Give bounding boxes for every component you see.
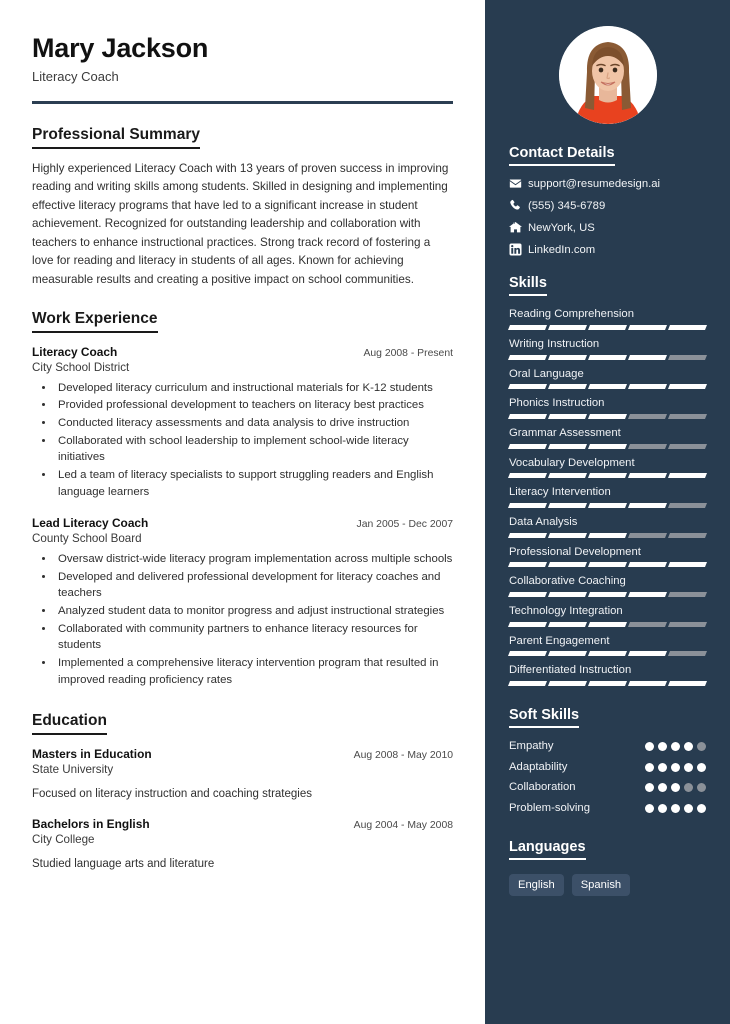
experience-bullet: • Collaborated with community partners to enhance literacy resources for students: [55, 621, 453, 654]
skill-segment: [548, 355, 587, 360]
summary-text: Highly experienced Literacy Coach with 13 years of proven success in improving reading and writing skills among students. Skilled in designing and implementing effective literacy programs that have led to a significant increase in student achievement. Recognized for outstanding leadership and collaboration with teachers to enhance instructional practices. Strong track record of fostering a love for reading and literacy in students of all ages. Known for achieving measurable results and creating a positive impact on school communities.: [32, 161, 449, 286]
avatar: [559, 26, 657, 124]
soft-skill-rating: [645, 763, 706, 772]
skill-level-bar: [509, 681, 706, 686]
skill-segment: [508, 384, 547, 389]
skill-item: [509, 307, 706, 330]
skill-item: [509, 545, 706, 568]
section-work-experience: [32, 310, 453, 688]
education-dates: Aug 2008 - May 2010: [353, 749, 453, 761]
experience-entry-header: [32, 515, 453, 531]
soft-skill-item: [509, 760, 706, 775]
soft-skill-rating: [645, 783, 706, 792]
skill-segment: [668, 681, 707, 686]
skill-segment: [508, 651, 547, 656]
skill-item: [509, 396, 706, 419]
soft-skill-label: Problem-solving: [509, 802, 590, 815]
skill-segment: [588, 384, 627, 389]
skill-label: Literacy Intervention: [509, 486, 611, 499]
education-degree: Bachelors in English: [32, 817, 150, 832]
skill-segment: [628, 355, 667, 360]
soft-skill-item: [509, 780, 706, 795]
skill-segment: [668, 444, 707, 449]
section-heading-skills: Skills: [509, 274, 547, 296]
skill-segment: [548, 592, 587, 597]
soft-skill-dot: [645, 783, 654, 792]
skill-segment: [548, 622, 587, 627]
skill-segment: [588, 444, 627, 449]
section-heading-education: Education: [32, 712, 107, 735]
skill-segment: [508, 355, 547, 360]
contact-row[interactable]: [509, 243, 706, 256]
skill-segment: [588, 473, 627, 478]
education-degree: Masters in Education: [32, 746, 152, 761]
soft-skill-dot: [684, 763, 693, 772]
skill-segment: [628, 325, 667, 330]
soft-skill-label: Empathy: [509, 740, 554, 753]
skill-level-bar: [509, 533, 706, 538]
skill-label: Writing Instruction: [509, 337, 600, 350]
experience-role: Literacy Coach: [32, 344, 118, 359]
skill-level-bar: [509, 592, 706, 597]
experience-bullet: • Collaborated with school leadership to implement school-wide literacy initiatives: [55, 433, 453, 466]
skill-label: Grammar Assessment: [509, 426, 621, 439]
skill-segment: [628, 562, 667, 567]
experience-bullet: • Implemented a comprehensive literacy intervention program that resulted in improved reading proficiency rates: [55, 655, 453, 688]
education-dates: Aug 2004 - May 2008: [353, 820, 453, 832]
soft-skill-label: Adaptability: [509, 760, 568, 773]
envelope-icon: [509, 177, 528, 190]
skill-segment: [548, 562, 587, 567]
soft-skill-dot: [697, 783, 706, 792]
skill-segment: [548, 473, 587, 478]
section-languages: [509, 838, 706, 897]
contact-value: LinkedIn.com: [528, 243, 596, 256]
skill-segment: [548, 681, 587, 686]
skill-segment: [668, 384, 707, 389]
education-entry: [32, 816, 453, 873]
soft-skill-dot: [658, 804, 667, 813]
skill-segment: [508, 562, 547, 567]
section-education: [32, 712, 453, 873]
skill-item: [509, 634, 706, 657]
skill-segment: [628, 533, 667, 538]
skill-label: Technology Integration: [509, 604, 623, 617]
skill-label: Reading Comprehension: [509, 308, 634, 321]
skill-label: Oral Language: [509, 367, 584, 380]
skill-segment: [548, 533, 587, 538]
skill-label: Collaborative Coaching: [509, 575, 626, 588]
skill-label: Vocabulary Development: [509, 456, 635, 469]
skill-segment: [628, 384, 667, 389]
experience-entry: [32, 344, 453, 500]
skill-level-bar: [509, 503, 706, 508]
skill-segment: [508, 444, 547, 449]
section-heading-contact: Contact Details: [509, 144, 615, 166]
skill-level-bar: [509, 384, 706, 389]
experience-list: [32, 344, 453, 688]
skill-segment: [588, 355, 627, 360]
contact-row[interactable]: [509, 199, 706, 212]
skill-segment: [588, 325, 627, 330]
candidate-name: Mary Jackson: [32, 33, 209, 63]
skill-label: Differentiated Instruction: [509, 664, 632, 677]
language-tag-list: [509, 874, 706, 897]
skill-level-bar: [509, 325, 706, 330]
skill-segment: [668, 414, 707, 419]
soft-skill-dot: [671, 804, 680, 813]
experience-role: Lead Literacy Coach: [32, 516, 149, 531]
skill-segment: [668, 592, 707, 597]
experience-organization: County School Board: [32, 532, 142, 546]
skill-segment: [628, 622, 667, 627]
soft-skill-rating: [645, 804, 706, 813]
skill-segment: [548, 503, 587, 508]
language-tag[interactable]: Spanish: [572, 874, 630, 897]
education-list: [32, 746, 453, 873]
skill-label: Professional Development: [509, 545, 641, 558]
skill-segment: [548, 325, 587, 330]
skill-segment: [548, 384, 587, 389]
sidebar-content: [485, 144, 730, 896]
experience-dates: Aug 2008 - Present: [363, 347, 453, 359]
education-entry-header: [32, 816, 453, 832]
soft-skill-dot: [684, 742, 693, 751]
section-heading-experience: Work Experience: [32, 310, 158, 333]
contact-row[interactable]: [509, 221, 706, 234]
skill-item: [509, 426, 706, 449]
skill-segment: [668, 533, 707, 538]
skill-segment: [548, 651, 587, 656]
section-heading-languages: Languages: [509, 838, 586, 860]
section-heading-soft-skills: Soft Skills: [509, 706, 579, 728]
soft-skill-dot: [671, 783, 680, 792]
section-spacer: [32, 703, 453, 712]
skill-item: [509, 515, 706, 538]
skill-segment: [628, 592, 667, 597]
skill-segment: [588, 533, 627, 538]
skill-segment: [548, 444, 587, 449]
soft-skill-item: [509, 739, 706, 754]
skill-segment: [508, 592, 547, 597]
skill-label: Data Analysis: [509, 515, 578, 528]
skill-level-bar: [509, 562, 706, 567]
education-description: Studied language arts and literature: [32, 858, 215, 871]
avatar-container: [485, 0, 730, 144]
soft-skill-dot: [671, 742, 680, 751]
experience-bullet: • Oversaw district-wide literacy program implementation across multiple schools: [55, 551, 453, 568]
skill-segment: [548, 414, 587, 419]
skill-item: [509, 337, 706, 360]
contact-value: support@resumedesign.ai: [528, 177, 661, 190]
skill-segment: [628, 681, 667, 686]
page-title: [32, 34, 453, 84]
skill-level-bar: [509, 355, 706, 360]
soft-skill-dot: [671, 763, 680, 772]
skill-segment: [588, 681, 627, 686]
education-school: State University: [32, 762, 114, 776]
skill-item: [509, 456, 706, 479]
experience-entry: [32, 515, 453, 688]
skill-item: [509, 604, 706, 627]
skill-segment: [668, 562, 707, 567]
skill-segment: [588, 503, 627, 508]
skill-segment: [668, 622, 707, 627]
education-school: City College: [32, 833, 95, 847]
skill-segment: [628, 414, 667, 419]
experience-organization: City School District: [32, 360, 130, 374]
section-professional-summary: [32, 126, 453, 289]
skill-level-bar: [509, 473, 706, 478]
skill-segment: [588, 651, 627, 656]
contact-value: (555) 345-6789: [528, 199, 606, 212]
experience-dates: Jan 2005 - Dec 2007: [356, 519, 453, 531]
soft-skill-dot: [658, 763, 667, 772]
soft-skill-dot: [697, 804, 706, 813]
skill-segment: [588, 622, 627, 627]
skill-segment: [628, 651, 667, 656]
skill-segment: [628, 444, 667, 449]
resume-sidebar: [485, 0, 730, 1024]
soft-skill-rating: [645, 742, 706, 751]
avatar-portrait-icon: [559, 26, 657, 124]
soft-skill-dot: [697, 763, 706, 772]
experience-bullet: • Analyzed student data to monitor progress and adjust instructional strategies: [55, 603, 453, 620]
skill-segment: [588, 414, 627, 419]
experience-bullet: • Developed and delivered professional development for literacy coaches and teachers: [55, 569, 453, 602]
section-skills: [509, 274, 706, 686]
soft-skill-dot: [645, 742, 654, 751]
section-heading-summary: Professional Summary: [32, 126, 200, 149]
skill-segment: [668, 651, 707, 656]
skill-segment: [508, 622, 547, 627]
education-description: Focused on literacy instruction and coaching strategies: [32, 787, 312, 800]
contact-row[interactable]: [509, 177, 706, 190]
skill-segment: [668, 355, 707, 360]
skill-item: [509, 663, 706, 686]
skill-label: Parent Engagement: [509, 634, 610, 647]
section-soft-skills: [509, 706, 706, 816]
skill-segment: [508, 503, 547, 508]
section-contact-details: [509, 144, 706, 256]
experience-bullet: • Developed literacy curriculum and instructional materials for K-12 students: [55, 380, 453, 397]
home-icon: [509, 221, 528, 234]
skill-item: [509, 485, 706, 508]
skills-list: [509, 307, 706, 686]
candidate-job-title: Literacy Coach: [32, 68, 119, 84]
skill-segment: [508, 681, 547, 686]
skill-segment: [628, 473, 667, 478]
skill-segment: [668, 325, 707, 330]
skill-segment: [508, 414, 547, 419]
skill-level-bar: [509, 444, 706, 449]
soft-skill-dot: [684, 783, 693, 792]
contact-value: NewYork, US: [528, 221, 595, 234]
phone-icon: [509, 199, 528, 212]
experience-bullet: • Conducted literacy assessments and data analysis to drive instruction: [55, 415, 453, 432]
soft-skill-dot: [658, 742, 667, 751]
skill-segment: [508, 325, 547, 330]
soft-skill-dot: [645, 763, 654, 772]
skill-segment: [588, 592, 627, 597]
education-entry: [32, 746, 453, 803]
skill-segment: [668, 503, 707, 508]
experience-bullet: • Led a team of literacy specialists to support struggling readers and English language learners: [55, 467, 453, 500]
experience-bullet: • Provided professional development to teachers on literacy best practices: [55, 397, 453, 414]
soft-skill-dot: [697, 742, 706, 751]
skill-item: [509, 574, 706, 597]
skill-level-bar: [509, 651, 706, 656]
experience-bullet-list: [32, 551, 453, 688]
soft-skill-item: [509, 801, 706, 816]
language-tag[interactable]: English: [509, 874, 564, 897]
skill-level-bar: [509, 414, 706, 419]
skill-segment: [508, 473, 547, 478]
soft-skill-dot: [645, 804, 654, 813]
contact-list: [509, 177, 706, 256]
skill-segment: [588, 562, 627, 567]
header-divider: [32, 101, 453, 104]
skill-segment: [628, 503, 667, 508]
skill-segment: [668, 473, 707, 478]
experience-bullet-list: [32, 380, 453, 500]
linkedin-icon: [509, 243, 528, 256]
skill-item: [509, 367, 706, 390]
soft-skill-label: Collaboration: [509, 781, 576, 794]
skill-level-bar: [509, 622, 706, 627]
skill-segment: [508, 533, 547, 538]
soft-skill-dot: [658, 783, 667, 792]
education-entry-header: [32, 746, 453, 762]
soft-skills-list: [509, 739, 706, 816]
skill-label: Phonics Instruction: [509, 397, 605, 410]
soft-skill-dot: [684, 804, 693, 813]
experience-entry-header: [32, 344, 453, 360]
